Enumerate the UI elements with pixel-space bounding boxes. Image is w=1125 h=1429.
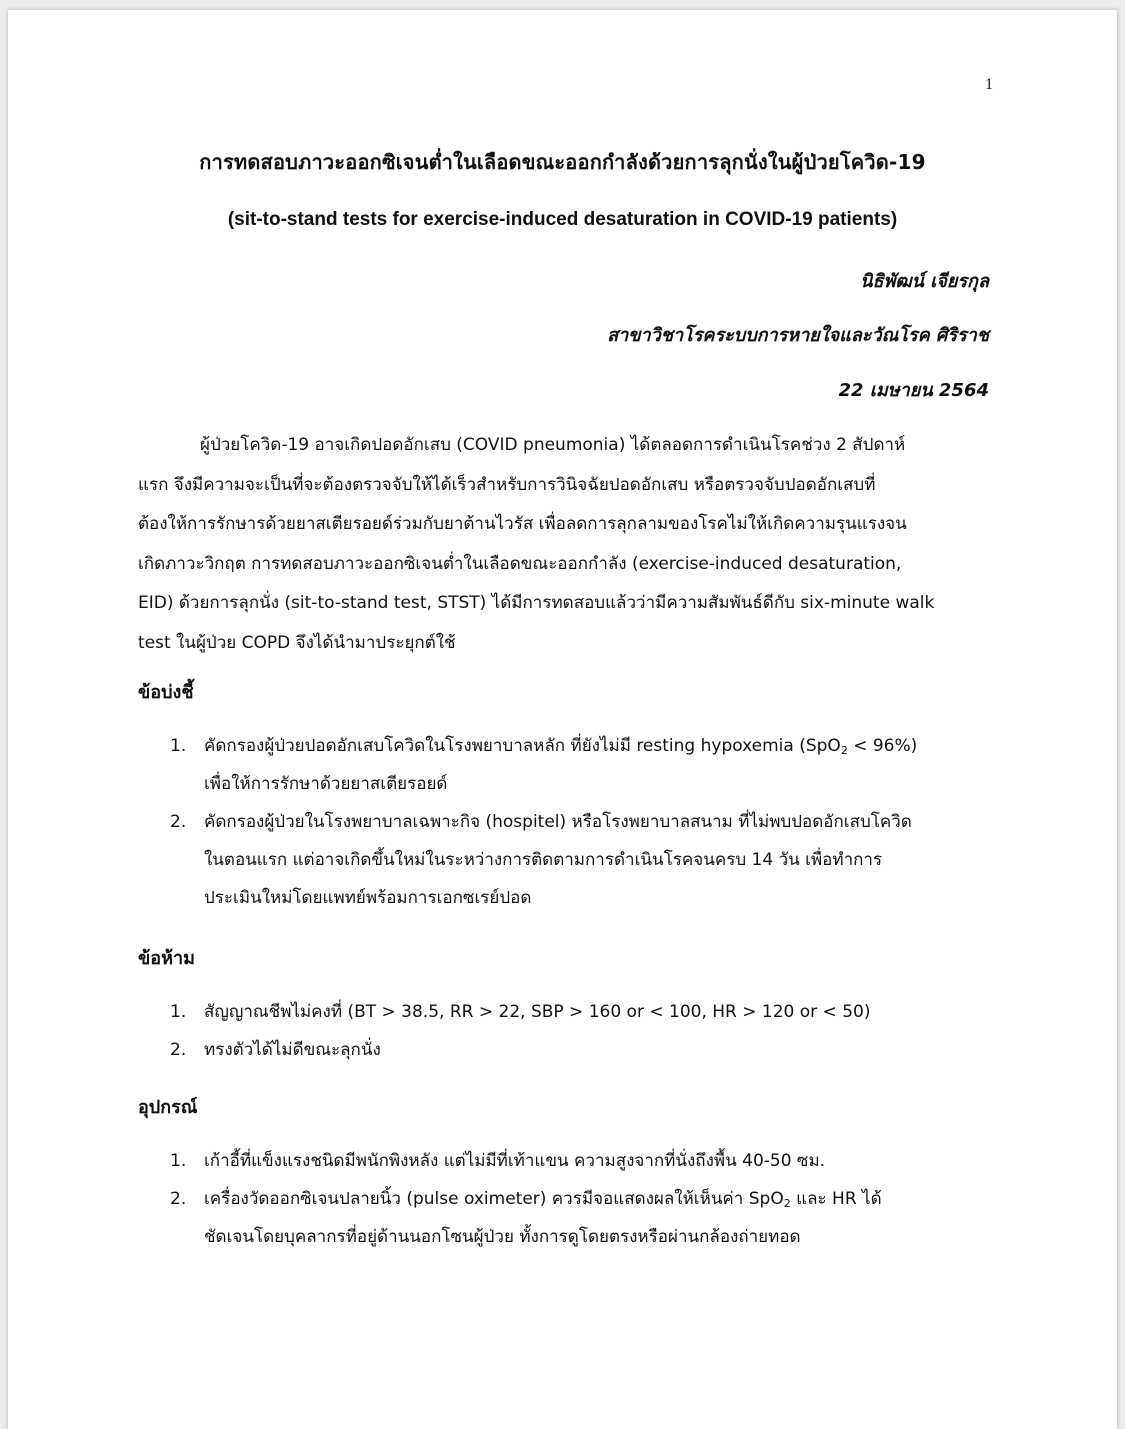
list-item xyxy=(170,803,1000,917)
intro-paragraph xyxy=(138,426,998,663)
list-item xyxy=(170,1180,1000,1256)
list-item-number: 1. xyxy=(170,1151,187,1171)
list-item-number: 1. xyxy=(170,1002,187,1022)
list-item-number: 2. xyxy=(170,1040,187,1060)
list-item-line: ในตอนแรก แต่อาจเกิดขึ้นใหม่ในระหว่างการติดตามการดำเนินโรคจนครบ 14 วัน เพื่อทำการ xyxy=(204,850,883,870)
equipment-list xyxy=(170,1142,1000,1256)
list-item xyxy=(170,1142,1000,1180)
list-item-line: เพื่อให้การรักษาด้วยยาสเตียรอยด์ xyxy=(204,774,448,794)
contraindications-heading: ข้อห้าม xyxy=(138,948,195,969)
list-item-number: 2. xyxy=(170,1189,187,1209)
contraindications-list xyxy=(170,993,1000,1069)
list-item-line: คัดกรองผู้ป่วยปอดอักเสบโควิดในโรงพยาบาลหลัก ที่ยังไม่มี resting hypoxemia (SpO$_2$ < 96%) xyxy=(204,736,918,757)
list-item-line: ทรงตัวได้ไม่ดีขณะลุกนั่ง xyxy=(204,1040,381,1060)
indications-list xyxy=(170,727,1000,917)
intro-line: เกิดภาวะวิกฤต การทดสอบภาวะออกซิเจนต่ำในเลือดขณะออกกำลัง (exercise-induced desaturation, xyxy=(138,553,902,574)
document-title-thai: การทดสอบภาวะออกซิเจนต่ำในเลือดขณะออกกำลังด้วยการลุกนั่งในผู้ป่วยโควิด-19 xyxy=(199,150,926,174)
list-item-line: สัญญาณชีพไม่คงที่ (BT > 38.5, RR > 22, SBP > 160 or < 100, HR > 120 or < 50) xyxy=(204,1002,871,1022)
list-item xyxy=(170,727,1000,803)
list-item-number: 2. xyxy=(170,812,187,832)
list-item-line: ประเมินใหม่โดยแพทย์พร้อมการเอกซเรย์ปอด xyxy=(204,888,532,908)
list-item-line: เก้าอี้ที่แข็งแรงชนิดมีพนักพิงหลัง แต่ไม่มีที่เท้าแขน ความสูงจากที่นั่งถึงพื้น 40-50 ซม. xyxy=(204,1151,826,1171)
intro-line: test ในผู้ป่วย COPD จึงได้นำมาประยุกต์ใช้ xyxy=(138,632,456,653)
list-item-line: เครื่องวัดออกซิเจนปลายนิ้ว (pulse oximeter) ควรมีจอแสดงผลให้เห็นค่า SpO$_2$ และ HR ได้ xyxy=(204,1189,882,1210)
document-date: 22 เมษายน 2564 xyxy=(838,380,989,401)
intro-line: แรก จึงมีความจะเป็นที่จะต้องตรวจจับให้ได้เร็วสำหรับการวินิจฉัยปอดอักเสบ หรือตรวจจับปอดอักเสบที่ xyxy=(138,474,876,495)
author-name: นิธิพัฒน์ เจียรกุล xyxy=(860,271,989,292)
list-item xyxy=(170,1031,1000,1069)
intro-line: EID) ด้วยการลุกนั่ง (sit-to-stand test, STST) ได้มีการทดสอบแล้วว่ามีความสัมพันธ์ดีกับ six-minute walk xyxy=(138,593,935,613)
equipment-heading: อุปกรณ์ xyxy=(138,1097,198,1118)
intro-line: ต้องให้การรักษารด้วยยาสเตียรอยด์ร่วมกับยาต้านไวรัส เพื่อลดการลุกลามของโรคไม่ให้เกิดความรุนแรงจน xyxy=(138,514,907,534)
document-title-english: (sit-to-stand tests for exercise-induced desaturation in COVID-19 patients) xyxy=(227,209,898,230)
intro-line: ผู้ป่วยโควิด-19 อาจเกิดปอดอักเสบ (COVID pneumonia) ได้ตลอดการดำเนินโรคช่วง 2 สัปดาห์ xyxy=(200,435,906,455)
author-affiliation: สาขาวิชาโรคระบบการหายใจและวัณโรค ศิริราช xyxy=(607,325,989,346)
list-item-line: ชัดเจนโดยบุคลากรที่อยู่ด้านนอกโซนผู้ป่วย ทั้งการดูโดยตรงหรือผ่านกล้องถ่ายทอด xyxy=(204,1227,801,1247)
page-number: 1 xyxy=(985,76,993,93)
list-item-number: 1. xyxy=(170,736,187,756)
indications-heading: ข้อบ่งชี้ xyxy=(138,682,194,703)
list-item-line: คัดกรองผู้ป่วยในโรงพยาบาลเฉพาะกิจ (hospitel) หรือโรงพยาบาลสนาม ที่ไม่พบปอดอักเสบโควิด xyxy=(204,812,912,832)
list-item xyxy=(170,993,1000,1031)
